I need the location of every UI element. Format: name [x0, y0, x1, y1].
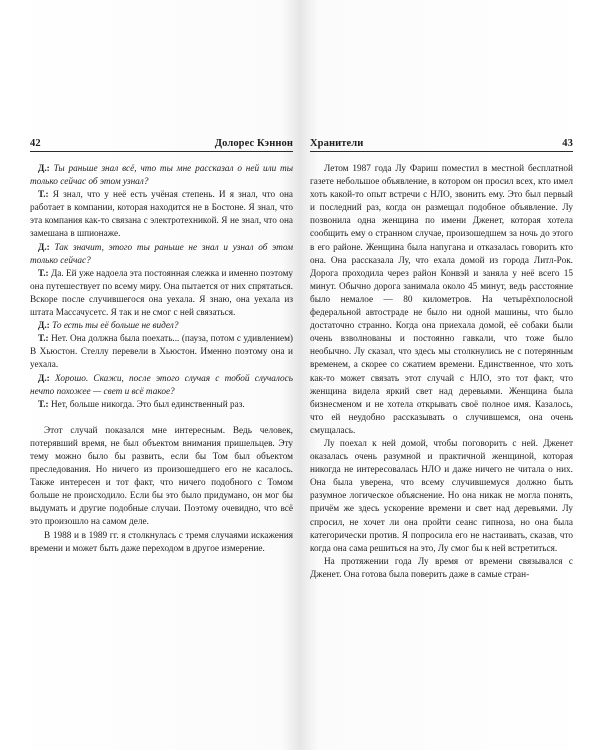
- dialogue-line: [30, 399, 293, 412]
- body-paragraph: Летом 1987 года Лу Фариш поместил в местной бесплатной газете небольшое объявление, в котором он просил всех, кто имел хоть какой-то опыт встречи с НЛО, звонить ему. Это был первый и последний раз, когда он размещал подобное объявление. Лу позвонила одна женщина по имени Дженет, которая хотела сообщить ему о странном случае, произошедшем за ночь до этого в его районе. Женщина была напугана и отказалась говорить кто она. Она рассказала Лу, что ехала домой из города Литл-Рок. Дорога проходила через район Конвэй и заняла у неё всего 15 минут. Обычно дорога занимала около 45 минут, ведь расстояние было немалое — 80 километров. На четырёхполосной федеральной автостраде не было ни одной машины, что было достаточно странно. Когда она приехала домой, её собаки были очень взволнованы и постоянно гавкали, что тоже было необычно. Лу сказал, что здесь мы столкнулись не с потерянным временем, а скорее со сжатием времени. Единственное, что хоть как-то может связать этот случай с НЛО, это тот факт, что женщина видела яркий свет над деревьями. Женщина была бизнесменом и не хотела открывать своё полное имя. Казалось, что ей неудобно рассказывать о случившемся, она очень смущалась.: [310, 164, 573, 436]
- left-page: [30, 138, 293, 556]
- speaker-label: Т.:: [38, 334, 49, 345]
- dialogue-text: Нет. Она должна была поехать... (пауза, потом с удивлением) В Хьюстон. Стеллу перевели в Хьюстон. Именно поэтому она и уехала.: [30, 334, 294, 371]
- dialogue-text: Так значит, этого ты раньше не знал и узнал об этом только сейчас?: [30, 242, 293, 266]
- speaker-label: Д.:: [38, 242, 50, 253]
- dialogue-line: [30, 333, 293, 372]
- dialogue-line: [30, 373, 293, 399]
- dialogue-line: [30, 320, 293, 333]
- dialogue-text: Я знал, что у неё есть учёная степень. И я знал, что она работает в компании, которая находится не в Бостоне. Я знал, что эта компания как-то связана с электротехникой. Я не знал, что она замешана в шпионаже.: [30, 190, 294, 240]
- narrative-paragraph: В 1988 и в 1989 гг. я столкнулась с тремя случаями искажения времени и может быть даже переходом в другое измерение.: [30, 530, 293, 554]
- right-page-header: [310, 138, 573, 152]
- dialogue-line: [30, 242, 293, 268]
- right-running-head: Хранители: [310, 138, 364, 149]
- section-gap: [30, 412, 293, 425]
- left-page-text: [30, 163, 293, 556]
- speaker-label: Д.:: [38, 373, 50, 384]
- left-page-number: 42: [30, 138, 41, 149]
- speaker-label: Д.:: [38, 321, 50, 332]
- right-page-text: [310, 163, 573, 582]
- dialogue-line: [30, 268, 293, 320]
- right-page-number: 43: [562, 138, 573, 149]
- narrative-paragraph: Этот случай показался мне интересным. Ведь человек, потерявший время, не был объектом внимания пришельцев. Эту тему можно было бы развить, если бы Том был объектом преследования. Но ничего из произошедшего его не касалось. Также интересен и тот факт, что ничего подобного с Томом больше не происходило. Если бы это было придумано, он мог бы выдумать и другие подобные случаи. Поэтому очевидно, что всё это произошло на самом деле.: [30, 425, 293, 528]
- speaker-label: Д.:: [38, 164, 50, 174]
- dialogue-text: Ты раньше знал всё, что ты мне рассказал о ней или ты только сейчас об этом узнал?: [30, 164, 293, 188]
- left-page-header: [30, 138, 293, 152]
- dialogue-text: Нет, больше никогда. Это был единственный раз.: [50, 399, 245, 410]
- speaker-label: Т.:: [38, 399, 49, 410]
- dialogue-text: То есть ты её больше не видел?: [52, 321, 179, 332]
- body-paragraph: На протяжении года Лу время от времени связывался с Дженет. Она готова была поверить даже в самые стран-: [310, 556, 573, 580]
- left-running-head: Долорес Кэннон: [214, 138, 293, 149]
- speaker-label: Т.:: [38, 268, 49, 279]
- dialogue-line: [30, 163, 293, 189]
- dialogue-line: [30, 189, 293, 241]
- speaker-label: Т.:: [38, 190, 49, 201]
- dialogue-text: Да. Ей уже надоела эта постоянная слежка и именно поэтому она путешествует по всему миру. Она пытается от них спрятаться. Вскоре после случившегося она уехала. Я знаю, она уехала из штата Массачусетс. Я так и не смог с ней связаться.: [30, 268, 293, 319]
- dialogue-text: Хорошо. Скажи, после этого случая с тобой случалось нечто похожее — свет и всё такое?: [30, 373, 293, 397]
- right-page: [310, 138, 573, 582]
- body-paragraph: Лу поехал к ней домой, чтобы поговорить с ней. Дженет оказалась очень разумной и практичной женщиной, которая никогда не интересовалась НЛО и даже ничего не читала о них. Она была уверена, что всему случившемуся должно быть разумное логическое объяснение. Но она никак не могла понять, причём же здесь ускорение времени и свет над деревьями. Лу спросил, не хочет ли она пройти сеанс гипноза, но она была категорически против. Я попросила его не настаивать, сказав, что когда она сама решиться на это, Лу смог бы к ней встретиться.: [310, 438, 573, 554]
